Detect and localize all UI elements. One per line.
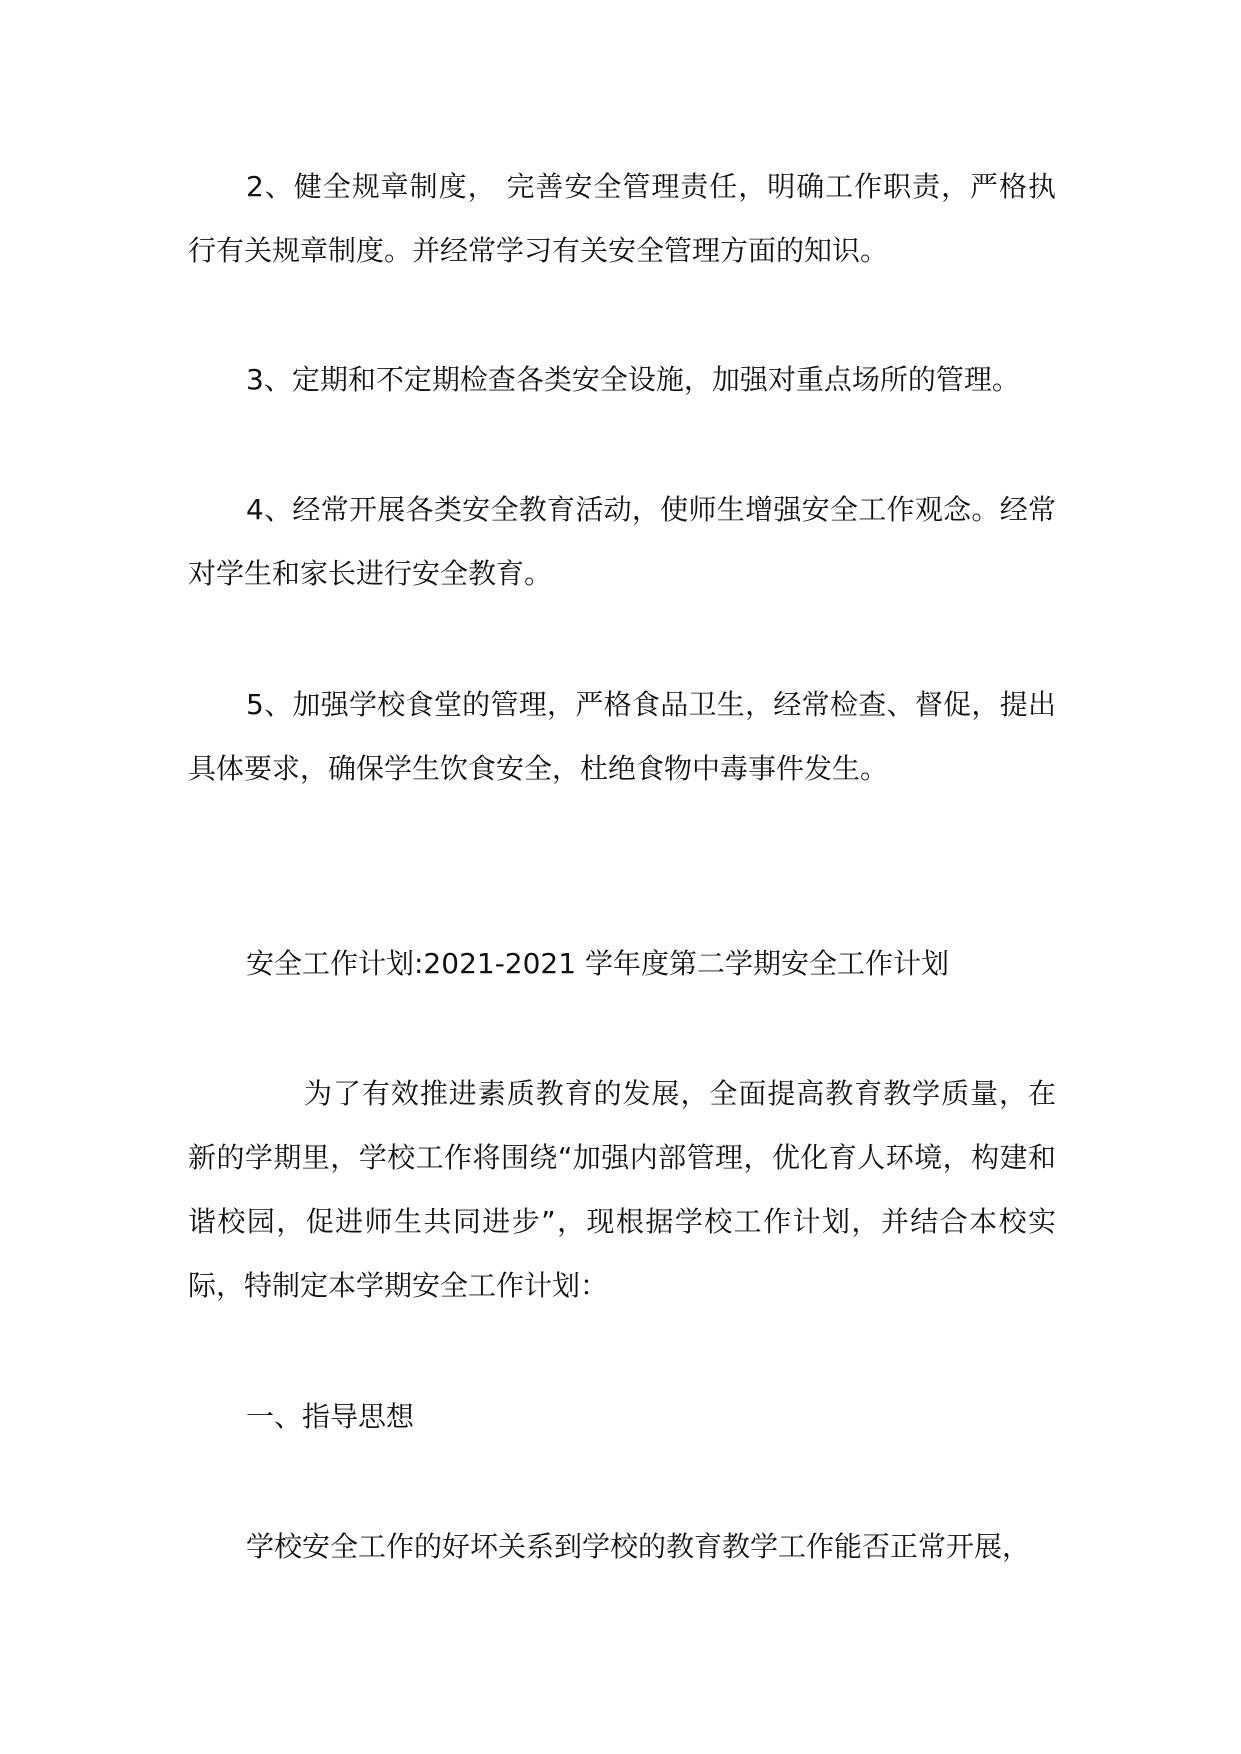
paragraph-item-4: 4、经常开展各类安全教育活动，使师生增强安全工作观念。经常对学生和家长进行安全教育。 xyxy=(188,493,1056,590)
plan-title: 安全工作计划:2021-2021 学年度第二学期安全工作计划 xyxy=(246,947,949,980)
intro-paragraph: 为了有效推进素质教育的发展，全面提高教育教学质量，在新的学期里，学校工作将围绕“加强内部管理，优化育人环境，构建和谐校园，促进师生共同进步”，现根据学校工作计划，并结合本校实际，特制定本学期安全工作计划： xyxy=(188,1077,1056,1302)
paragraph-item-3: 3、定期和不定期检查各类安全设施，加强对重点场所的管理。 xyxy=(246,363,1020,396)
paragraph-item-5: 5、加强学校食堂的管理，严格食品卫生，经常检查、督促，提出具体要求，确保学生饮食安全，杜绝食物中毒事件发生。 xyxy=(188,688,1056,785)
section-heading-guiding-ideology: 一、指导思想 xyxy=(246,1400,415,1433)
paragraph-item-2: 2、健全规章制度， 完善安全管理责任，明确工作职责，严格执行有关规章制度。并经常学习有关安全管理方面的知识。 xyxy=(188,170,1056,267)
guiding-ideology-paragraph: 学校安全工作的好坏关系到学校的教育教学工作能否正常开展， xyxy=(246,1530,1031,1563)
